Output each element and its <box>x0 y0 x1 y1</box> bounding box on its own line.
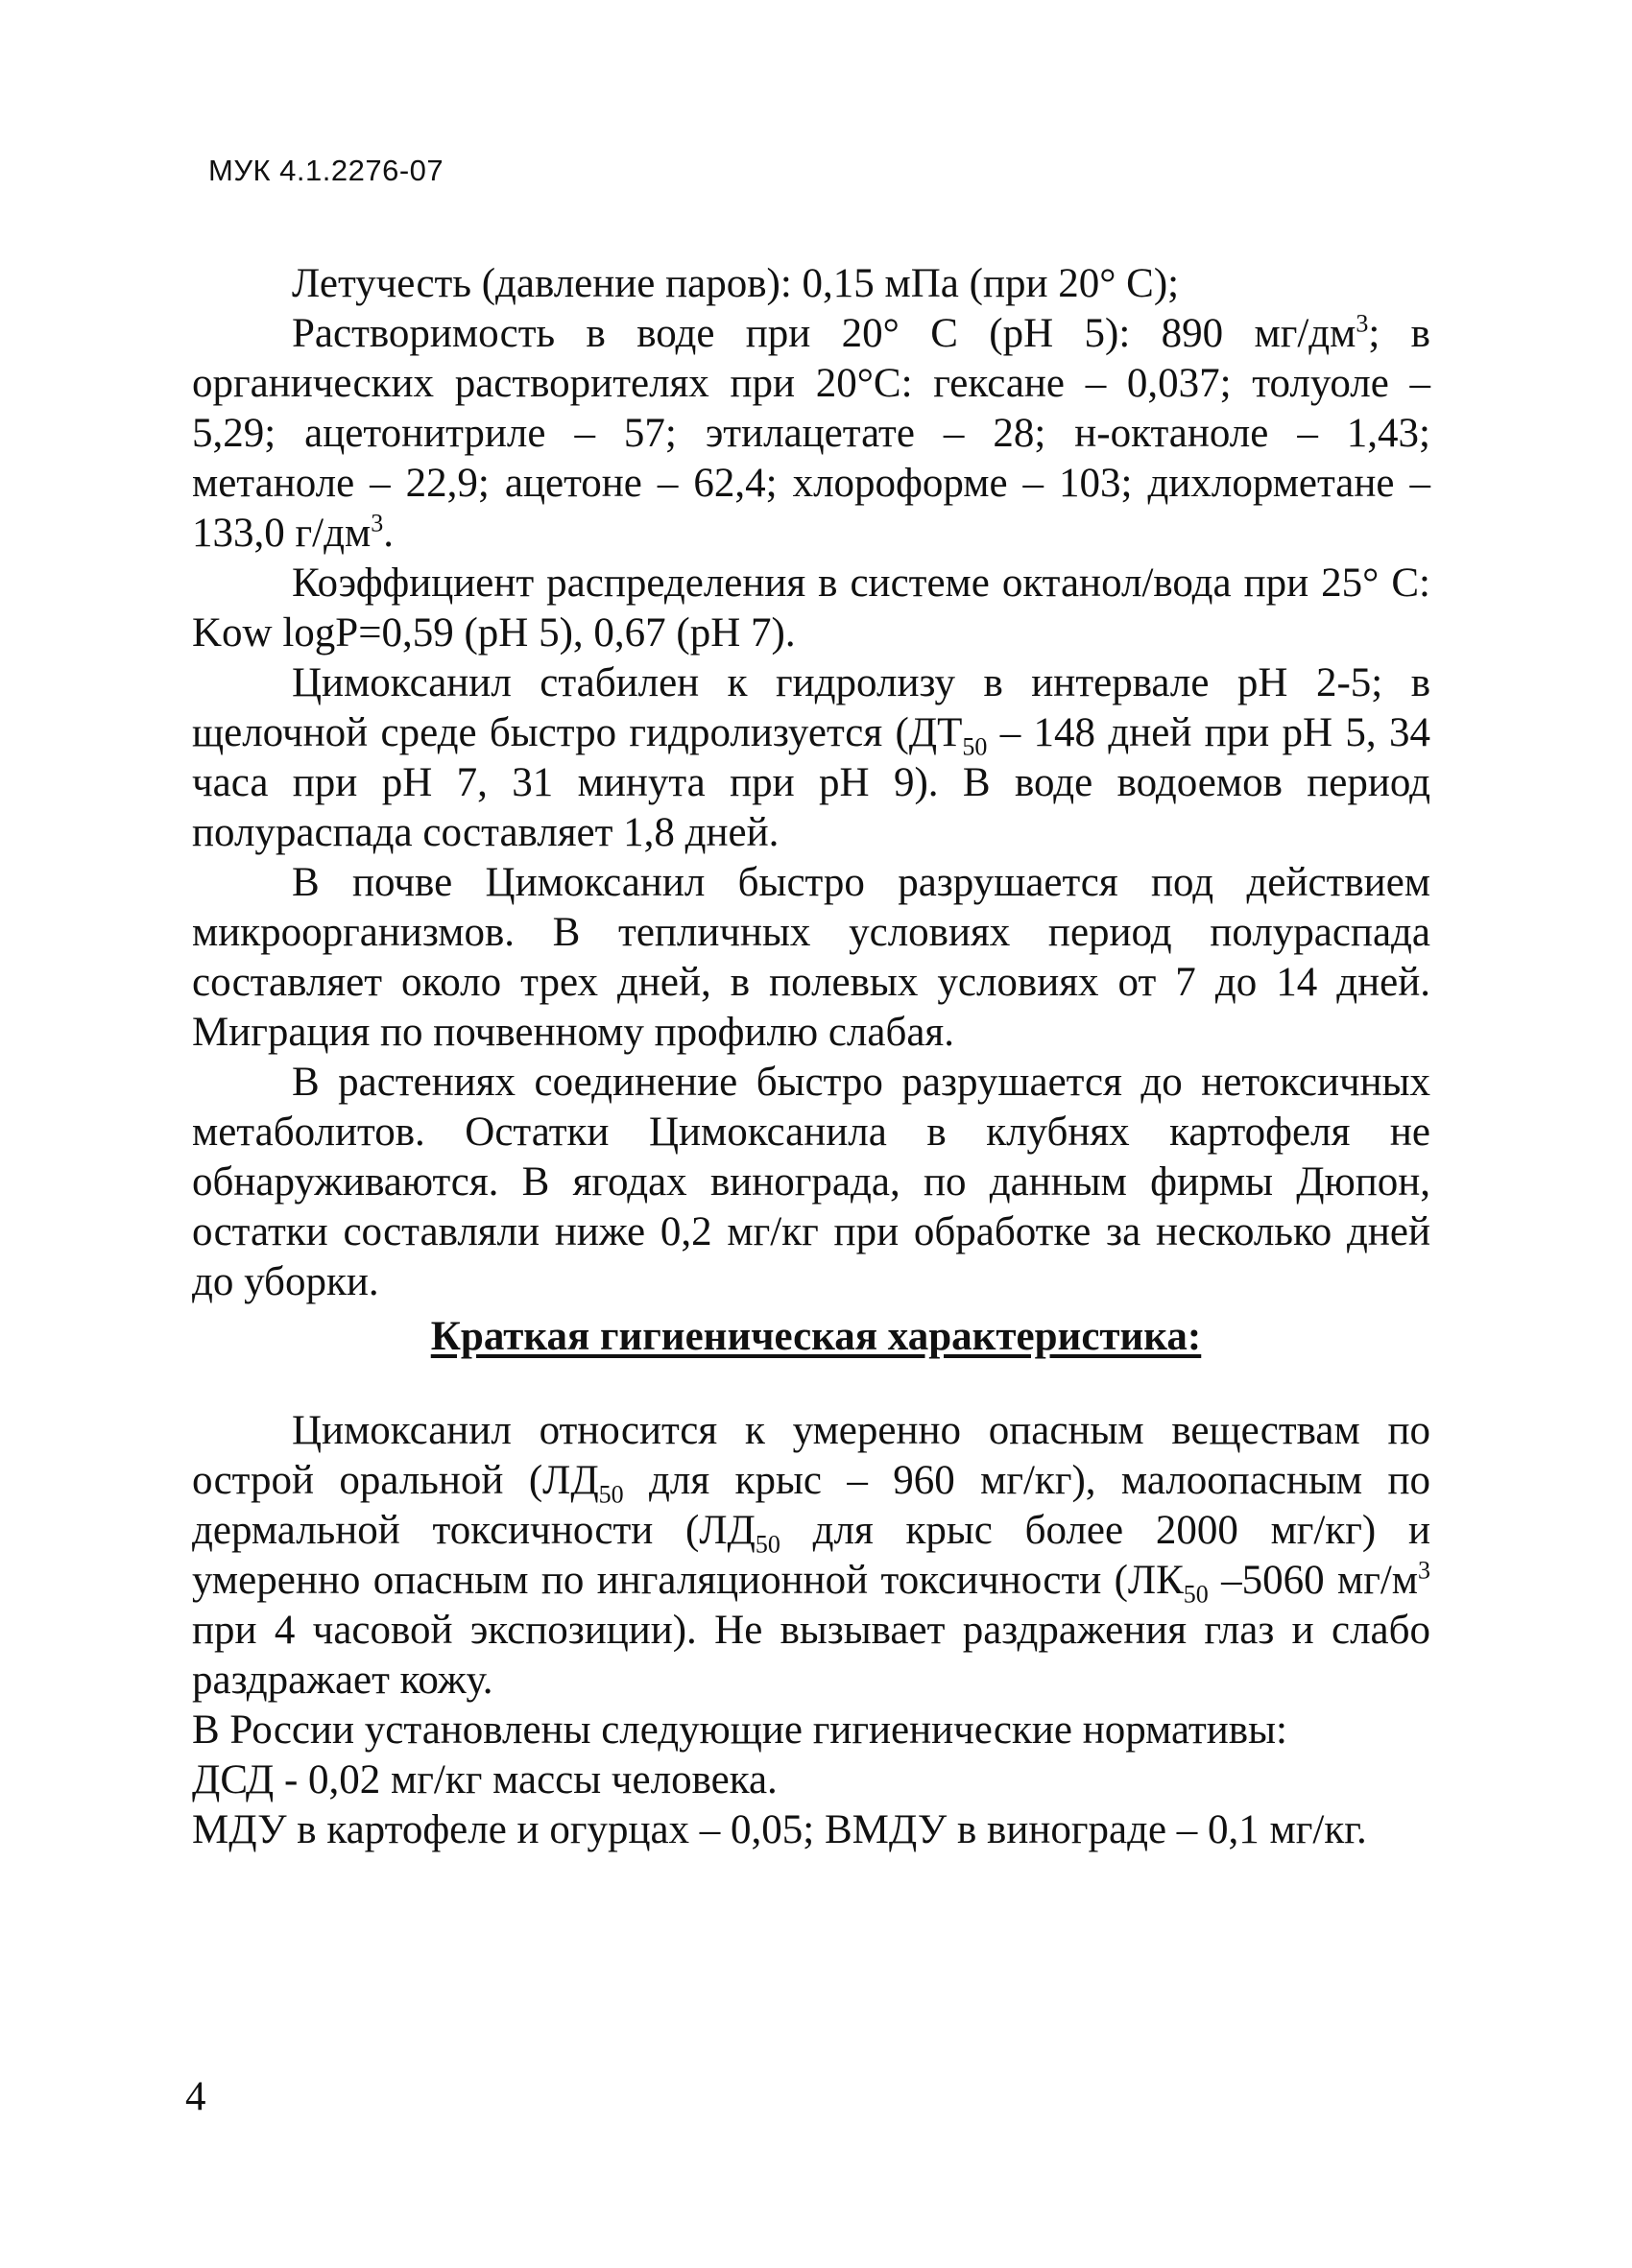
subscript-50: 50 <box>1183 1580 1209 1609</box>
toxicity-paragraph <box>192 1406 1430 1706</box>
toxicity-text-c: для крыс более 2000 мг/кг) и умеренно опасным по ингаляционной токсичности (ЛК <box>192 1508 1430 1603</box>
hydrolysis-paragraph <box>192 658 1430 858</box>
volatility-paragraph: Летучесть (давление паров): 0,15 мПа (при 20° С); <box>292 261 1180 306</box>
hygiene-section <box>192 1406 1430 1855</box>
hydrolysis-text-b: – 148 дней при рН 5, 34 часа при рН 7, 31 минута при рН 9). В воде водоемов период полураспада составляет 1,8 дней. <box>192 710 1430 855</box>
subscript-50: 50 <box>962 732 988 761</box>
mdu-line: МДУ в картофеле и огурцах – 0,05; ВМДУ в винограде – 0,1 мг/кг. <box>192 1807 1367 1852</box>
superscript-3: 3 <box>371 509 384 537</box>
superscript-3: 3 <box>1418 1556 1430 1585</box>
solubility-text-c: . <box>383 511 394 556</box>
toxicity-text-d: –5060 мг/м <box>1208 1558 1418 1603</box>
subscript-50: 50 <box>755 1530 780 1559</box>
solubility-text-a: Растворимость в воде при 20° С (рН 5): 890 мг/дм <box>292 311 1356 356</box>
kow-paragraph: Коэффициент распределения в системе октанол/вода при 25° С: Kow logP=0,59 (рН 5), 0,67 (рН 7). <box>192 561 1430 656</box>
hydrolysis-text-a: Цимоксанил стабилен к гидролизу в интервале рН 2-5; в щелочной среде быстро гидролизуется (ДТ <box>192 660 1430 755</box>
solubility-paragraph <box>192 309 1430 559</box>
page-number: 4 <box>185 2074 206 2119</box>
hygiene-heading: Краткая гигиеническая характеристика: <box>430 1314 1202 1359</box>
document-code-header: МУК 4.1.2276-07 <box>208 154 444 187</box>
toxicity-text-b: для крыс – 960 мг/кг), малоопасным по дермальной токсичности (ЛД <box>192 1458 1430 1553</box>
plants-paragraph: В растениях соединение быстро разрушается до нетоксичных метаболитов. Остатки Цимоксанила в клубнях картофеля не обнаруживаются. В ягодах винограда, по данным фирмы Дюпон, остатки составляли ниже 0,2 мг/кг при обработке за несколько дней до уборки. <box>192 1060 1430 1304</box>
soil-paragraph: В почве Цимоксанил быстро разрушается под действием микроорганизмов. В тепличных условиях период полураспада составляет около трех дней, в полевых условиях от 7 до 14 дней. Миграция по почвенному профилю слабая. <box>192 860 1430 1055</box>
norms-intro-line: В России установлены следующие гигиенические нормативы: <box>192 1707 1287 1753</box>
superscript-3: 3 <box>1356 309 1369 338</box>
dsd-line: ДСД - 0,02 мг/кг массы человека. <box>192 1757 778 1802</box>
properties-section <box>192 259 1430 1307</box>
toxicity-text-e: при 4 часовой экспозиции). Не вызывает раздражения глаз и слабо раздражает кожу. <box>192 1608 1430 1703</box>
subscript-50: 50 <box>598 1480 624 1509</box>
toxicity-text-a: Цимоксанил относится к умеренно опасным веществам по острой оральной (ЛД <box>192 1408 1430 1503</box>
solubility-text-b: ; в органических растворителях при 20°С: гексане – 0,037; толуоле – 5,29; ацетонитриле – 57; этилацетате – 28; н-октаноле – 1,43; метаноле – 22,9; ацетоне – 62,4; хлороформе – 103; дихлорметане – 133,0 г/дм <box>192 311 1430 556</box>
